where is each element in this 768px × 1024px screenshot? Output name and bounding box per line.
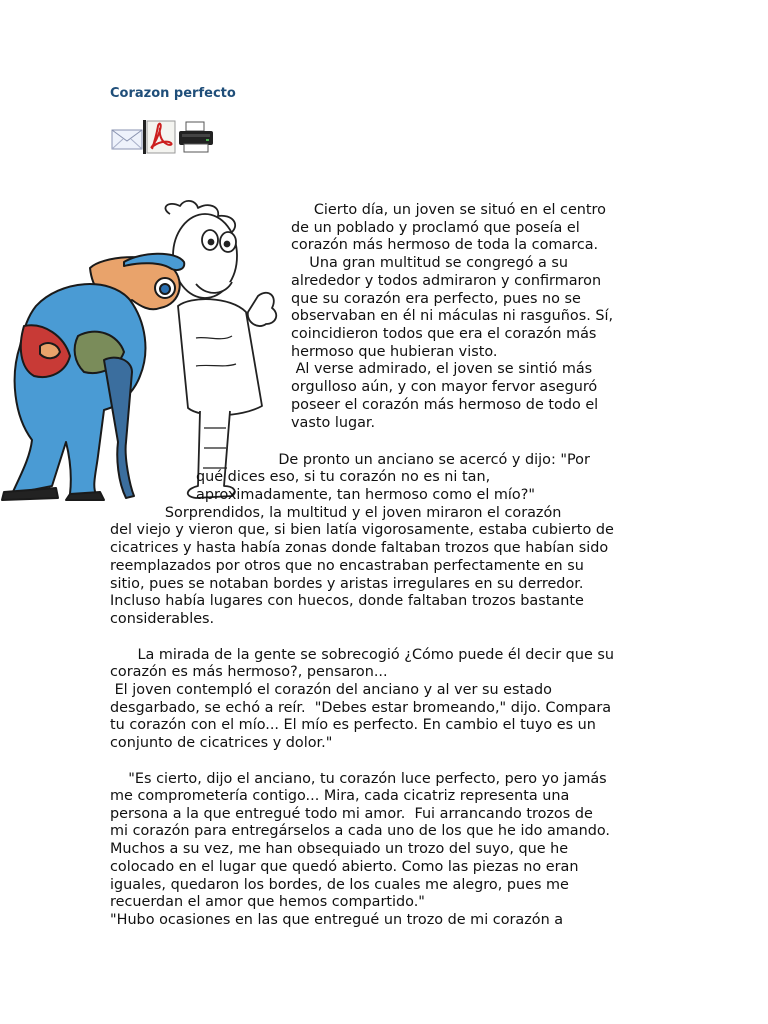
story-line: del viejo y vieron que, si bien latía vigorosamente, estaba cubierto de xyxy=(110,522,614,538)
story-line: persona a la que entregué todo mi amor. Fui arrancando trozos de xyxy=(110,806,593,822)
story-line: colocado en el lugar que quedó abierto. Como las piezas no eran xyxy=(110,859,579,875)
story-line: qué dices eso, si tu corazón no es ni tan, xyxy=(196,469,491,485)
story-line: vasto lugar. xyxy=(291,415,376,431)
story-line: desgarbado, se echó a reír. "Debes estar bromeando," dijo. Compara xyxy=(110,700,612,716)
story-line: Incluso había lugares con huecos, donde faltaban trozos bastante xyxy=(110,593,584,609)
email-icon[interactable] xyxy=(111,120,145,154)
story-line: cicatrices y hasta había zonas donde faltaban trozos que habían sido xyxy=(110,540,609,556)
story-line: Cierto día, un joven se situó en el centro xyxy=(291,202,606,218)
story-line: Una gran multitud se congregó a su xyxy=(291,255,569,271)
old-man-figure xyxy=(2,254,184,500)
story-line: tu corazón con el mío... El mío es perfecto. En cambio el tuyo es un xyxy=(110,717,596,733)
story-line: "Es cierto, dijo el anciano, tu corazón luce perfecto, pero yo jamás xyxy=(110,771,607,787)
story-line: El joven contempló el corazón del anciano y al ver su estado xyxy=(110,682,552,698)
story-line: mi corazón para entregárselos a cada uno de los que he ido amando. xyxy=(110,823,611,839)
story-line: corazón es más hermoso?, pensaron... xyxy=(110,664,388,680)
story-line: conjunto de cicatrices y dolor." xyxy=(110,735,333,751)
story-line: orgulloso aún, y con mayor fervor aseguró xyxy=(291,379,598,395)
story-line: "Hubo ocasiones en las que entregué un trozo de mi corazón a xyxy=(110,912,564,928)
story-line: La mirada de la gente se sobrecogió ¿Cómo puede él decir que su xyxy=(110,647,614,663)
story-line: Muchos a su vez, me han obsequiado un trozo del suyo, que he xyxy=(110,841,569,857)
story-line: iguales, quedaron los bordes, de los cuales me alegro, pues me xyxy=(110,877,569,893)
story-line: corazón más hermoso de toda la comarca. xyxy=(291,237,599,253)
story-line: considerables. xyxy=(110,611,215,627)
story-line: coincidieron todos que era el corazón más xyxy=(291,326,597,342)
story-line: reemplazados por otros que no encastraban perfectamente en su xyxy=(110,558,584,574)
story-line: Sorprendidos, la multitud y el joven miraron el corazón xyxy=(110,505,562,521)
pdf-icon[interactable] xyxy=(143,120,177,154)
story-line: me comprometería contigo... Mira, cada cicatriz representa una xyxy=(110,788,570,804)
story-line: Al verse admirado, el joven se sintió más xyxy=(291,361,593,377)
story-line: poseer el corazón más hermoso de todo el xyxy=(291,397,599,413)
story-line: observaban en él ni máculas ni rasguños. Sí, xyxy=(291,308,614,324)
story-line: aproximadamente, tan hermoso como el mío?" xyxy=(196,487,535,503)
story-line: De pronto un anciano se acercó y dijo: "Por xyxy=(196,452,590,468)
printer-icon[interactable] xyxy=(177,120,211,154)
story-line: de un poblado y proclamó que poseía el xyxy=(291,220,580,236)
story-line: alrededor y todos admiraron y confirmaron xyxy=(291,273,602,289)
story-line: hermoso que hubieran visto. xyxy=(291,344,498,360)
page-title: Corazon perfecto xyxy=(110,86,236,101)
story-line: sitio, pues se notaban bordes y aristas irregulares en su derredor. xyxy=(110,576,584,592)
story-line: recuerdan el amor que hemos compartido." xyxy=(110,894,425,910)
story-line: que su corazón era perfecto, pues no se xyxy=(291,291,581,307)
